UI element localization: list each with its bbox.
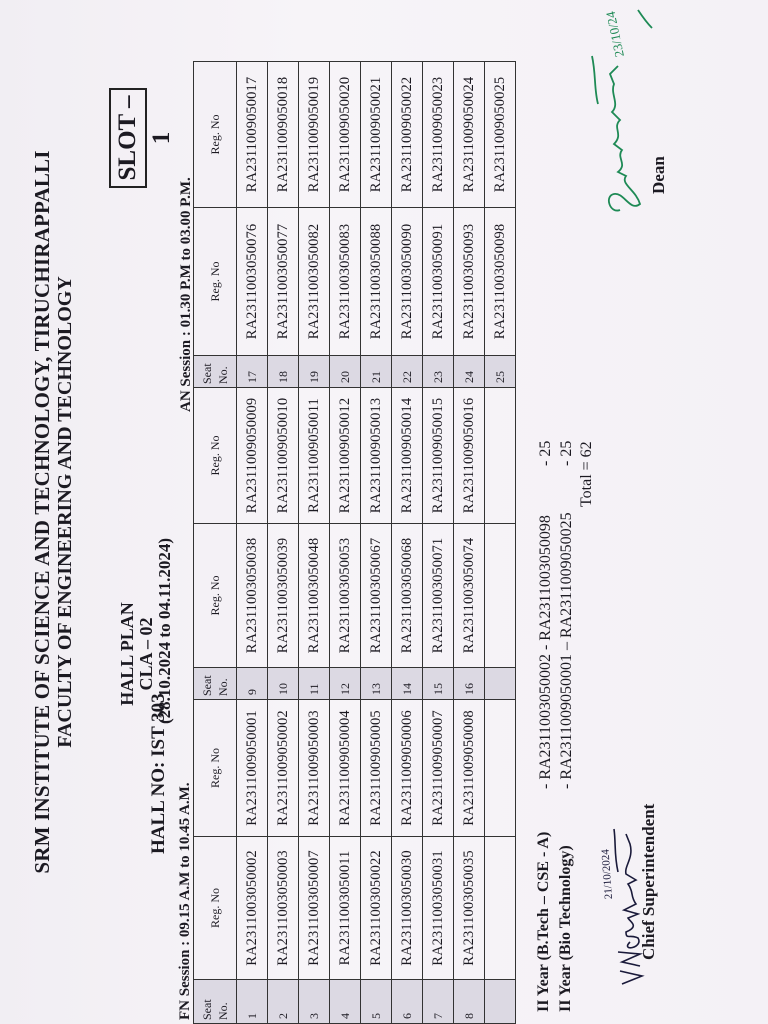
reg-number-cell — [485, 837, 516, 980]
summary-total: Total = 62 — [578, 441, 595, 507]
table-row — [454, 62, 485, 1024]
reg-header: Reg. No — [194, 208, 237, 356]
summary-bio-range: - RA2311009050001 – RA2311009050025 — [558, 512, 575, 789]
reg-number-cell: RA2311003050035 — [454, 837, 485, 980]
reg-number-cell: RA2311003050067 — [361, 524, 392, 668]
reg-number-cell: RA2311003050031 — [423, 837, 454, 980]
seat-number-cell: 22 — [392, 356, 423, 388]
reg-number-cell: RA2311009050007 — [423, 700, 454, 837]
table-row — [392, 62, 423, 1024]
reg-number-cell: RA2311003050082 — [299, 208, 330, 356]
reg-number-cell: RA2311009050004 — [330, 700, 361, 837]
summary-bio-label: II Year (Bio Technology) — [557, 845, 574, 1012]
seat-header: Seat No. — [194, 668, 237, 700]
reg-header: Reg. No — [194, 62, 237, 208]
seat-number-cell: 24 — [454, 356, 485, 388]
table-row — [361, 62, 392, 1024]
exam-dates: (28.10.2024 to 04.11.2024) — [155, 537, 174, 724]
reg-header: Reg. No — [194, 837, 237, 980]
reg-number-cell: RA2311009050018 — [268, 62, 299, 208]
seat-number-cell: 21 — [361, 356, 392, 388]
seat-number-cell: 12 — [330, 668, 361, 700]
reg-number-cell: RA2311009050021 — [361, 62, 392, 208]
seat-number-cell: 11 — [299, 668, 330, 700]
seat-number-cell: 10 — [268, 668, 299, 700]
reg-number-cell: RA2311003050048 — [299, 524, 330, 668]
summary-cse-label: II Year (B.Tech – CSE - A) — [535, 831, 552, 1012]
reg-number-cell: RA2311003050098 — [485, 208, 516, 356]
reg-number-cell: RA2311003050090 — [392, 208, 423, 356]
cla-label: CLA – 02 — [136, 617, 156, 691]
reg-number-cell: RA2311009050017 — [237, 62, 268, 208]
reg-header: Reg. No — [194, 388, 237, 524]
seat-number-cell — [485, 668, 516, 700]
seat-number-cell: 19 — [299, 356, 330, 388]
reg-number-cell: RA2311009050006 — [392, 700, 423, 837]
reg-number-cell: RA2311003050093 — [454, 208, 485, 356]
reg-number-cell: RA2311003050068 — [392, 524, 423, 668]
dean-label: Dean — [649, 156, 668, 194]
reg-number-cell: RA2311009050012 — [330, 388, 361, 524]
table-header-row — [194, 62, 237, 1024]
reg-number-cell: RA2311003050071 — [423, 524, 454, 668]
fn-session-label: FN Session : 09.15 A.M to 10.45 A.M. — [177, 782, 193, 1020]
seat-number-cell: 9 — [237, 668, 268, 700]
reg-number-cell — [485, 388, 516, 524]
seat-number-cell: 25 — [485, 356, 516, 388]
reg-number-cell: RA2311009050020 — [330, 62, 361, 208]
reg-number-cell: RA2311003050011 — [330, 837, 361, 980]
reg-header: Reg. No — [194, 524, 237, 668]
seat-number-cell: 4 — [330, 980, 361, 1024]
seat-number-cell: 1 — [237, 980, 268, 1024]
seat-number-cell: 14 — [392, 668, 423, 700]
plan-title: HALL PLAN — [117, 602, 137, 706]
seat-number-cell: 5 — [361, 980, 392, 1024]
reg-number-cell: RA2311009050025 — [485, 62, 516, 208]
reg-number-cell: RA2311003050039 — [268, 524, 299, 668]
summary-bio-count: - 25 — [558, 440, 575, 466]
table-row — [423, 62, 454, 1024]
reg-number-cell: RA2311003050053 — [330, 524, 361, 668]
reg-number-cell: RA2311009050024 — [454, 62, 485, 208]
reg-number-cell: RA2311003050002 — [237, 837, 268, 980]
seat-header: Seat No. — [194, 980, 237, 1024]
reg-number-cell: RA2311003050088 — [361, 208, 392, 356]
reg-number-cell: RA2311003050076 — [237, 208, 268, 356]
seat-number-cell: 18 — [268, 356, 299, 388]
institute-name: SRM INSTITUTE OF SCIENCE AND TECHNOLOGY, TIRUCHIRAPPALLI — [30, 150, 54, 874]
reg-number-cell: RA2311009050022 — [392, 62, 423, 208]
reg-number-cell: RA2311009050001 — [237, 700, 268, 837]
reg-number-cell: RA2311009050009 — [237, 388, 268, 524]
seat-number-cell: 17 — [237, 356, 268, 388]
seat-number-cell — [485, 980, 516, 1024]
seat-number-cell: 8 — [454, 980, 485, 1024]
reg-number-cell: RA2311003050074 — [454, 524, 485, 668]
table-row — [330, 62, 361, 1024]
reg-number-cell: RA2311009050016 — [454, 388, 485, 524]
seat-number-cell: 20 — [330, 356, 361, 388]
reg-number-cell: RA2311003050003 — [268, 837, 299, 980]
reg-number-cell: RA2311009050005 — [361, 700, 392, 837]
dean-signature-date: 23/10/24 — [602, 10, 627, 59]
reg-header: Reg. No — [194, 700, 237, 837]
reg-number-cell: RA2311009050002 — [268, 700, 299, 837]
reg-number-cell: RA2311009050019 — [299, 62, 330, 208]
table-row — [485, 62, 516, 1024]
hall-number: HALL NO: IST 303 — [148, 693, 169, 854]
reg-number-cell: RA2311003050077 — [268, 208, 299, 356]
seat-number-cell: 3 — [299, 980, 330, 1024]
reg-number-cell: RA2311003050030 — [392, 837, 423, 980]
seat-header: Seat No. — [194, 356, 237, 388]
reg-number-cell: RA2311003050038 — [237, 524, 268, 668]
reg-number-cell: RA2311009050023 — [423, 62, 454, 208]
reg-number-cell: RA2311009050014 — [392, 388, 423, 524]
reg-number-cell — [485, 700, 516, 837]
seat-number-cell: 6 — [392, 980, 423, 1024]
seat-number-cell: 13 — [361, 668, 392, 700]
reg-number-cell: RA2311009050008 — [454, 700, 485, 837]
reg-number-cell: RA2311009050013 — [361, 388, 392, 524]
reg-number-cell: RA2311003050022 — [361, 837, 392, 980]
table-row — [268, 62, 299, 1024]
summary-cse-count: - 25 — [537, 440, 554, 466]
reg-number-cell: RA2311009050015 — [423, 388, 454, 524]
seat-number-cell: 7 — [423, 980, 454, 1024]
seat-number-cell: 15 — [423, 668, 454, 700]
table-row — [299, 62, 330, 1024]
reg-number-cell: RA2311003050083 — [330, 208, 361, 356]
slot-box: SLOT – 1 — [109, 88, 147, 188]
reg-number-cell: RA2311009050003 — [299, 700, 330, 837]
faculty-name: FACULTY OF ENGINEERING AND TECHNOLOGY — [54, 276, 76, 748]
summary-cse-range: - RA2311003050002 - RA2311003050098 — [537, 515, 554, 789]
seating-table — [193, 61, 516, 1024]
table-row — [237, 62, 268, 1024]
seat-number-cell: 23 — [423, 356, 454, 388]
seat-number-cell: 2 — [268, 980, 299, 1024]
reg-number-cell: RA2311009050011 — [299, 388, 330, 524]
chief-superintendent-label: Chief Superintendent — [639, 803, 658, 960]
reg-number-cell: RA2311003050091 — [423, 208, 454, 356]
reg-number-cell: RA2311003050007 — [299, 837, 330, 980]
an-session-label: AN Session : 01.30 P.M to 03.00 P.M. — [178, 177, 194, 412]
reg-number-cell — [485, 524, 516, 668]
reg-number-cell: RA2311009050010 — [268, 388, 299, 524]
seat-number-cell: 16 — [454, 668, 485, 700]
chief-signature-date: 21/10/2024 — [600, 848, 615, 900]
